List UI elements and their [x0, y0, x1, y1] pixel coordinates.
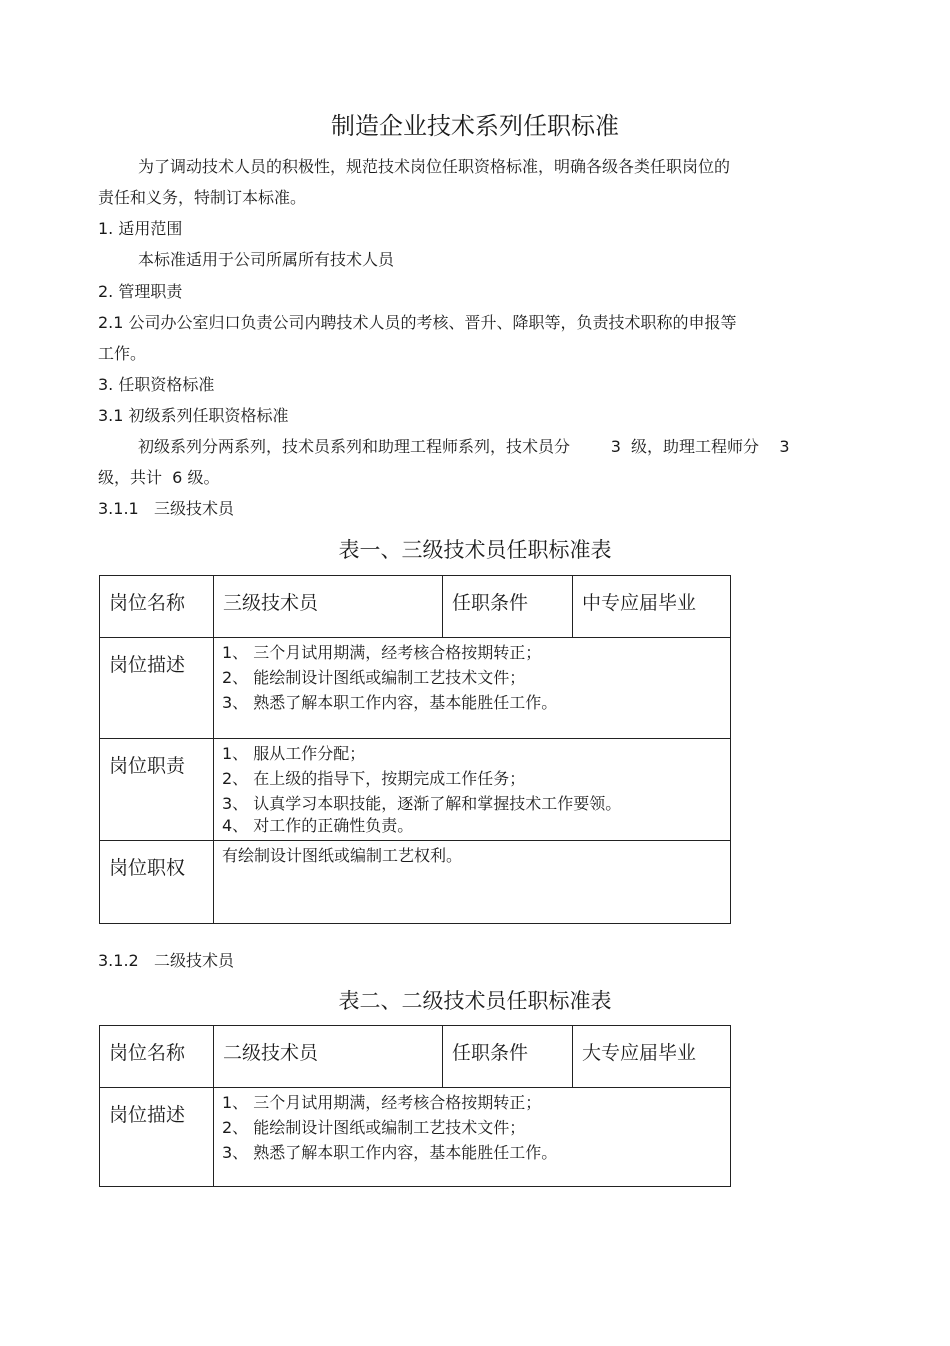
- list-item: 1、 三个月试用期满，经考核合格按期转正；: [222, 643, 542, 662]
- table-2: [99, 1025, 731, 1187]
- requirement-label: 任职条件: [443, 1026, 573, 1088]
- list-item: 1、 服从工作分配；: [222, 744, 366, 763]
- list-item: 3、 认真学习本职技能，逐渐了解和掌握技术工作要领。: [222, 794, 622, 813]
- position-name-label: 岗位名称: [100, 1026, 214, 1088]
- section-3-1-heading: 3.1 初级系列任职资格标准: [98, 406, 289, 425]
- table-1: [99, 575, 731, 924]
- table-row: [100, 1026, 731, 1088]
- intro-paragraph-line-1: 为了调动技术人员的积极性，规范技术岗位任职资格标准，明确各级各类任职岗位的: [138, 157, 731, 176]
- section-1-text: 本标准适用于公司所属所有技术人员: [138, 250, 395, 269]
- section-3-heading: 3. 任职资格标准: [98, 375, 215, 394]
- list-item: 有绘制设计图纸或编制工艺权利。: [222, 846, 463, 865]
- duty-label: 岗位职责: [100, 739, 214, 841]
- section-3-1-line-1: 初级系列分两系列，技术员系列和助理工程师系列，技术员分 3 级，助理工程师分 3: [138, 437, 790, 456]
- table-row: [100, 739, 731, 841]
- section-1-heading: 1. 适用范围: [98, 219, 183, 238]
- section-3-1-line-2: 级，共计 6 级。: [98, 468, 220, 487]
- section-3-1-2-heading: 3.1.2 二级技术员: [98, 951, 234, 970]
- position-name-label: 岗位名称: [100, 576, 214, 638]
- section-3-1-1-heading: 3.1.1 三级技术员: [98, 499, 234, 518]
- table-row: [100, 1088, 731, 1187]
- document-title: 制造企业技术系列任职标准: [331, 112, 619, 140]
- intro-paragraph-line-2: 责任和义务，特制订本标准。: [98, 188, 307, 207]
- table-row: [100, 841, 731, 924]
- requirement-value: 中专应届毕业: [573, 576, 731, 638]
- list-item: 3、 熟悉了解本职工作内容，基本能胜任工作。: [222, 693, 558, 712]
- description-cell: [214, 638, 731, 739]
- table-row: [100, 638, 731, 739]
- section-2-heading: 2. 管理职责: [98, 282, 183, 301]
- list-item: 3、 熟悉了解本职工作内容，基本能胜任工作。: [222, 1143, 558, 1162]
- duty-cell: [214, 739, 731, 841]
- description-label: 岗位描述: [100, 1088, 214, 1187]
- list-item: 2、 在上级的指导下，按期完成工作任务；: [222, 769, 526, 788]
- section-2-1-line-2: 工作。: [98, 344, 147, 363]
- authority-label: 岗位职权: [100, 841, 214, 924]
- list-item: 2、 能绘制设计图纸或编制工艺技术文件；: [222, 1118, 526, 1137]
- description-cell: [214, 1088, 731, 1187]
- section-2-1-line-1: 2.1 公司办公室归口负责公司内聘技术人员的考核、晋升、降职等，负责技术职称的申报等: [98, 313, 737, 332]
- authority-cell: [214, 841, 731, 924]
- list-item: 4、 对工作的正确性负责。: [222, 816, 414, 835]
- requirement-value: 大专应届毕业: [573, 1026, 731, 1088]
- requirement-label: 任职条件: [443, 576, 573, 638]
- position-name-value: 二级技术员: [214, 1026, 443, 1088]
- table-2-caption: 表二、二级技术员任职标准表: [338, 989, 612, 1013]
- list-item: 1、 三个月试用期满，经考核合格按期转正；: [222, 1093, 542, 1112]
- table-row: [100, 576, 731, 638]
- description-label: 岗位描述: [100, 638, 214, 739]
- list-item: 2、 能绘制设计图纸或编制工艺技术文件；: [222, 668, 526, 687]
- table-1-caption: 表一、三级技术员任职标准表: [338, 538, 612, 562]
- position-name-value: 三级技术员: [214, 576, 443, 638]
